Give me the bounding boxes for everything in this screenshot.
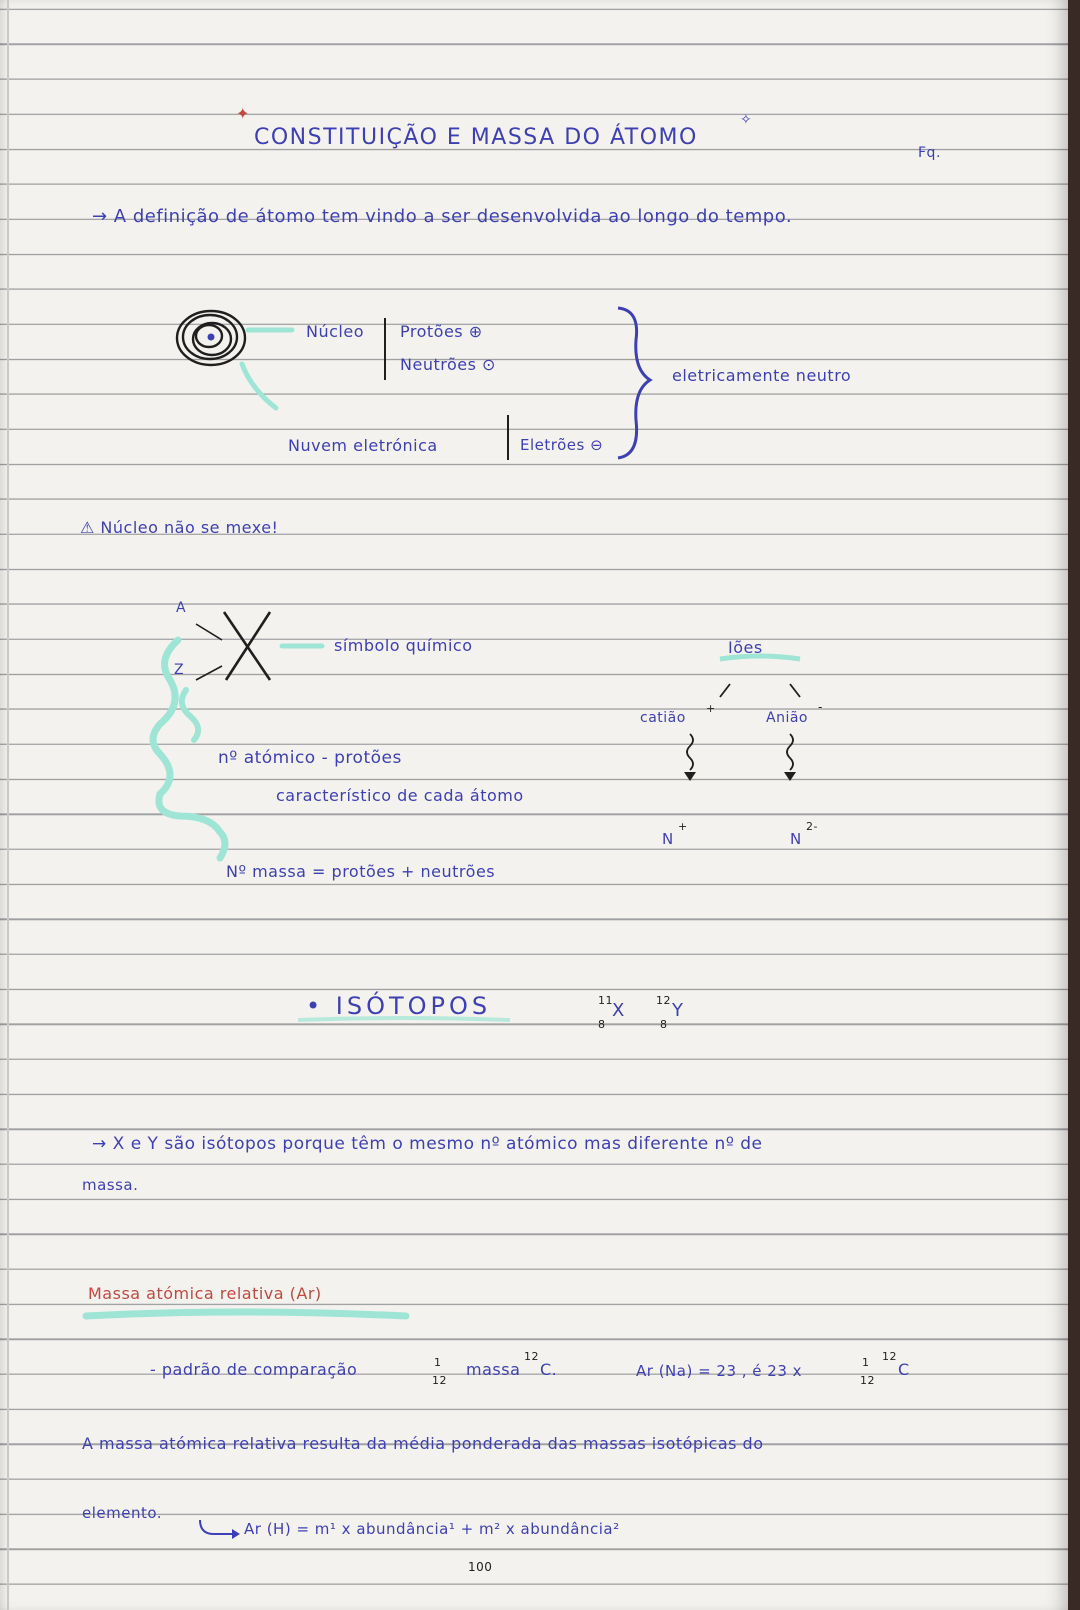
neutral-note: eletricamente neutro xyxy=(672,366,852,385)
symbol-label: símbolo químico xyxy=(334,636,473,655)
fraction-denominator: 12 xyxy=(432,1374,447,1387)
page-title: CONSTITUIÇÃO E MASSA DO ÁTOMO xyxy=(254,125,698,150)
isotopes-explanation-line1: → X e Y são isótopos porque têm o mesmo nº atómico mas diferente nº de xyxy=(92,1134,763,1154)
ions-title: Iões xyxy=(728,638,763,657)
example-fraction-numerator: 1 xyxy=(862,1356,870,1369)
x-atomic-number: 8 xyxy=(598,1018,606,1031)
example-carbon: C xyxy=(898,1360,910,1379)
carbon-symbol: C. xyxy=(540,1360,558,1379)
sparkle-icon: ✧ xyxy=(740,112,753,128)
y-atomic-number: 8 xyxy=(660,1018,668,1031)
isotopes-explanation-line2: massa. xyxy=(82,1176,139,1194)
relative-mass-heading: Massa atómica relativa (Ar) xyxy=(88,1284,322,1303)
anion-example-charge: 2- xyxy=(806,820,818,833)
isotopes-heading: • ISÓTOPOS xyxy=(306,992,492,1020)
cation-sign: + xyxy=(706,702,716,715)
intro-text: → A definição de átomo tem vindo a ser desenvolvida ao longo do tempo. xyxy=(92,206,793,227)
pattern-text: - padrão de comparação xyxy=(150,1360,358,1379)
anion-example: N xyxy=(790,830,802,848)
subject-label: Fq. xyxy=(918,145,941,161)
definition-line2: elemento. xyxy=(82,1504,163,1522)
carbon-mass-number: 12 xyxy=(524,1350,539,1363)
x-symbol: X xyxy=(612,1000,625,1021)
definition-line1: A massa atómica relativa resulta da média ponderada das massas isotópicas do xyxy=(82,1434,764,1453)
mass-word: massa xyxy=(466,1360,521,1379)
anion-label: Anião xyxy=(766,710,808,726)
warning-note: ⚠ Núcleo não se mexe! xyxy=(80,518,279,537)
y-mass-number: 12 xyxy=(656,994,671,1007)
cation-example: N xyxy=(662,830,674,848)
mass-number-label: A xyxy=(176,600,187,616)
atomic-number-label: Z xyxy=(174,662,185,678)
characteristic-text: característico de cada átomo xyxy=(276,786,524,805)
x-mass-number: 11 xyxy=(598,994,613,1007)
y-symbol: Y xyxy=(672,1000,684,1021)
nucleo-label: Núcleo xyxy=(306,322,364,341)
page-number: 100 xyxy=(468,1560,493,1574)
fraction-numerator: 1 xyxy=(434,1356,442,1369)
cation-example-charge: + xyxy=(678,820,688,833)
sodium-example: Ar (Na) = 23 , é 23 x xyxy=(636,1362,803,1380)
formula: Ar (H) = m¹ x abundância¹ + m² x abundância² xyxy=(244,1520,620,1538)
protoes-label: Protões ⊕ xyxy=(400,322,483,341)
cation-label: catião xyxy=(640,710,686,726)
example-fraction-denominator: 12 xyxy=(860,1374,875,1387)
nucleus-dot xyxy=(208,334,215,341)
nuvem-label: Nuvem eletrónica xyxy=(288,436,438,455)
mass-number-text: Nº massa = protões + neutrões xyxy=(226,862,496,881)
neutroes-label: Neutrões ⊙ xyxy=(400,355,496,374)
example-carbon-mass: 12 xyxy=(882,1350,897,1363)
sparkle-icon: ✦ xyxy=(236,104,250,123)
atomic-number-text: nº atómico - protões xyxy=(218,748,402,768)
anion-sign: - xyxy=(818,700,823,714)
eletroes-label: Eletrões ⊖ xyxy=(520,436,604,454)
